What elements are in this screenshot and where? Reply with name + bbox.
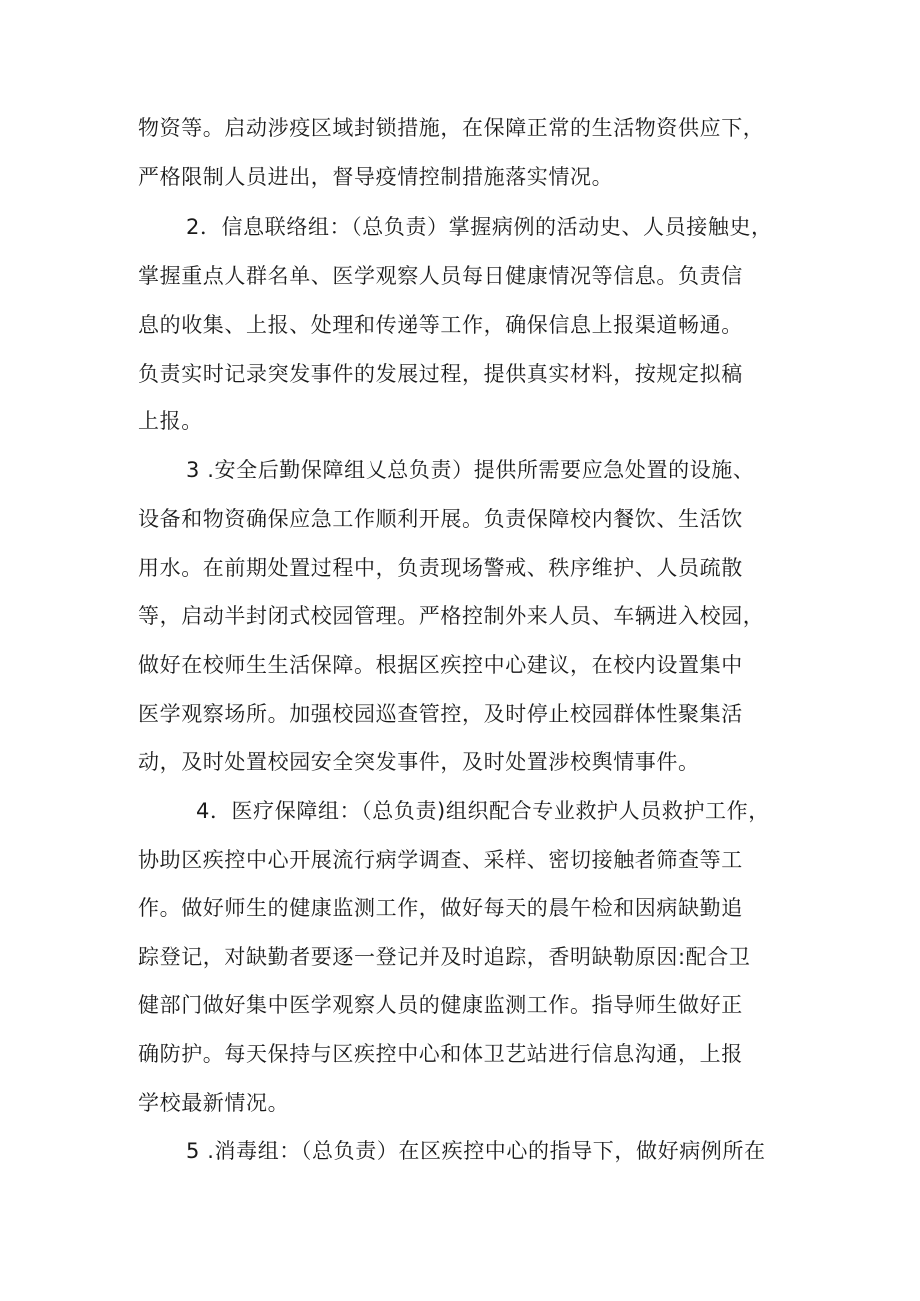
paragraph-line: 负责实时记录突发事件的发展过程，提供真实材料，按规定拟稿	[138, 362, 743, 386]
paragraph-line: 医学观察场所。加强校园巡查管控，及时停止校园群体性聚集活	[138, 702, 743, 726]
paragraph-line: 作。做好师生的健康监测工作，做好每天的晨午检和因病缺勤追	[138, 896, 743, 920]
section-3-heading-line: 3 .安全后勤保障组乂总负责）提供所需要应急处置的设施、	[186, 458, 755, 482]
paragraph-line: 学校最新情况。	[138, 1091, 290, 1115]
paragraph-line: 用水。在前期处置过程中，负责现场警戒、秩序维护、人员疏散	[138, 556, 743, 580]
paragraph-line: 掌握重点人群名单、医学观察人员每日健康情况等信息。负责信	[138, 264, 743, 288]
paragraph-line: 物资等。启动涉疫区域封锁措施，在保障正常的生活物资供应下，	[138, 116, 765, 140]
paragraph-line: 确防护。每天保持与区疾控中心和体卫艺站进行信息沟通，上报	[138, 1042, 743, 1066]
paragraph-line: 健部门做好集中医学观察人员的健康监测工作。指导师生做好正	[138, 993, 743, 1017]
section-4-heading-line: 4．医疗保障组：（总负责)组织配合专业救护人员救护工作，	[196, 799, 770, 823]
paragraph-line: 等，启动半封闭式校园管理。严格控制外来人员、车辆进入校园，	[138, 604, 765, 628]
paragraph-line: 设备和物资确保应急工作顺利开展。负责保障校内餐饮、生活饮	[138, 507, 743, 531]
paragraph-line: 做好在校师生生活保障。根据区疾控中心建议，在校内设置集中	[138, 653, 743, 677]
paragraph-line: 上报。	[138, 409, 203, 433]
paragraph-line: 严格限制人员进出，督导疫情控制措施落实情况。	[138, 165, 614, 189]
paragraph-line: 息的收集、上报、处理和传递等工作，确保信息上报渠道畅通。	[138, 313, 743, 337]
paragraph-line: 协助区疾控中心开展流行病学调查、采样、密切接触者筛查等工	[138, 848, 743, 872]
section-5-heading-line: 5 .消毒组：（总负责）在区疾控中心的指导下，做好病例所在	[186, 1139, 766, 1163]
paragraph-line: 踪登记，对缺勤者要逐一登记并及时追踪，香明缺勒原因:配合卫	[138, 945, 751, 969]
paragraph-line: 动，及时处置校园安全突发事件，及时处置涉校舆情事件。	[138, 750, 700, 774]
section-2-heading-line: 2．信息联络组：（总负责）掌握病例的活动史、人员接触史，	[186, 215, 773, 239]
